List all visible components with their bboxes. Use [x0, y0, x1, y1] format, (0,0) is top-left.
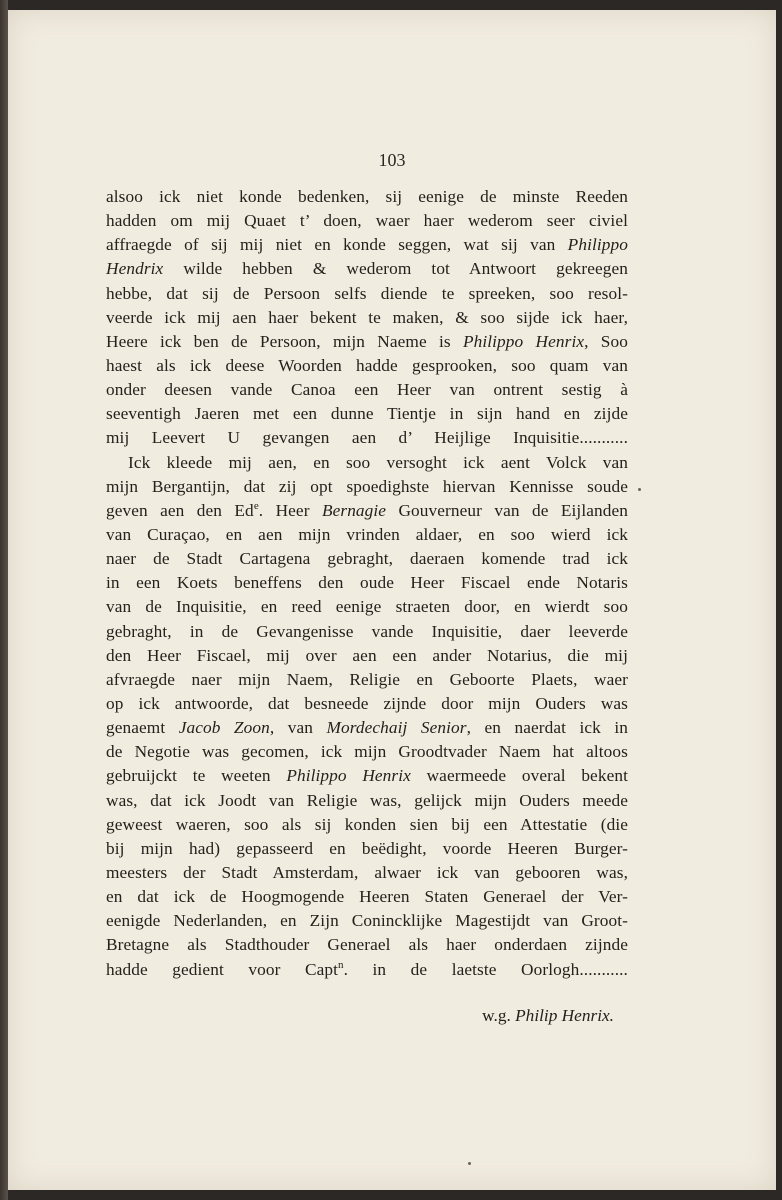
text-line: gebraght, in de Gevangenisse vande Inquisitie, daer leeverde [106, 621, 628, 641]
text-line: geven aen den Ed$^e$. Heer Bernagie Gouverneur van de Eijlanden [106, 500, 628, 520]
text-line: op ick antwoorde, dat besneede zijnde door mijn Ouders was [106, 693, 628, 713]
text-line: seeventigh Jaeren met een dunne Tientje in sijn hand en zijde [106, 404, 628, 424]
text-line: was, dat ick Joodt van Religie was, gelijck mijn Ouders meede [106, 790, 628, 810]
text-line: en dat ick de Hoogmogende Heeren Staten Generael der Ver- [106, 887, 628, 907]
text-line: alsoo ick niet konde bedenken, sij eenige de minste Reeden [106, 187, 628, 206]
text-line: eenigde Nederlanden, en Zijn Conincklijke Magestijdt van Groot- [106, 911, 628, 931]
text-line: geweest waeren, soo als sij konden sien bij een Attestatie (die [106, 814, 628, 834]
page-number: 103 [378, 150, 406, 170]
book-binding-edge [0, 0, 8, 1200]
text-line: Bretagne als Stadthouder Generael als haer onderdaen zijnde [106, 935, 628, 955]
text-line: afvraegde naer mijn Naem, Religie en Geboorte Plaets, waer [106, 669, 628, 689]
signature-name: Philip Henrix. [515, 1006, 614, 1025]
text-line: meesters der Stadt Amsterdam, alwaer ick van gebooren was, [106, 862, 628, 882]
text-line: Ick kleede mij aen, en soo versoght ick aent Volck van [128, 452, 628, 472]
signature-prefix: w.g. [482, 1006, 511, 1025]
text-line: veerde ick mij aen haer bekent te maken, & soo sijde ick haer, [106, 307, 628, 327]
text-line: haest als ick deese Woorden hadde gesprooken, soo quam van [106, 355, 628, 375]
body-text [106, 185, 628, 982]
text-line: hadden om mij Quaet t’ doen, waer haer wederom seer civiel [106, 211, 628, 231]
text-line: mij Leevert U gevangen aen d’ Heijlige Inquisitie........... [106, 428, 628, 448]
text-line: bij mijn had) gepasseerd en beëdight, voorde Heeren Burger- [106, 838, 628, 858]
book-page [8, 10, 776, 1190]
text-line: genaemt Jacob Zoon, van Mordechaij Senior, en naerdat ick in [106, 718, 628, 738]
text-line: van Curaçao, en aen mijn vrinden aldaer, en soo wierd ick [106, 524, 628, 544]
text-line: de Negotie was gecomen, ick mijn Groodtvader Naem hat altoos [106, 742, 628, 762]
text-line: naer de Stadt Cartagena gebraght, daeraen komende trad ick [106, 549, 628, 569]
text-line: affraegde of sij mij niet en konde seggen, wat sij van Philippo [106, 235, 628, 255]
paper-speck [638, 488, 641, 491]
text-line: gebruijckt te weeten Philippo Henrix waermeede overal bekent [106, 766, 628, 786]
text-line: in een Koets beneffens den oude Heer Fiscael ende Notaris [106, 573, 628, 593]
text-line: den Heer Fiscael, mij over aen een ander Notarius, die mij [106, 645, 628, 665]
text-line: Heere ick ben de Persoon, mijn Naeme is Philippo Henrix, Soo [106, 331, 628, 351]
text-line: onder deesen vande Canoa een Heer van ontrent sestig à [106, 380, 628, 400]
paper-speck [468, 1162, 471, 1165]
text-line: van de Inquisitie, en reed eenige straeten door, en wierdt soo [106, 597, 628, 617]
signature-line [106, 1006, 628, 1026]
text-line: Hendrix wilde hebben & wederom tot Antwoort gekreegen [106, 259, 628, 279]
text-line: hebbe, dat sij de Persoon selfs diende te spreeken, soo resol- [106, 283, 628, 303]
text-line: mijn Bergantijn, dat zij opt spoedighste hiervan Kennisse soude [106, 476, 628, 496]
text-line: hadde gedient voor Capt$^n$. in de laetste Oorlogh........... [106, 958, 628, 979]
